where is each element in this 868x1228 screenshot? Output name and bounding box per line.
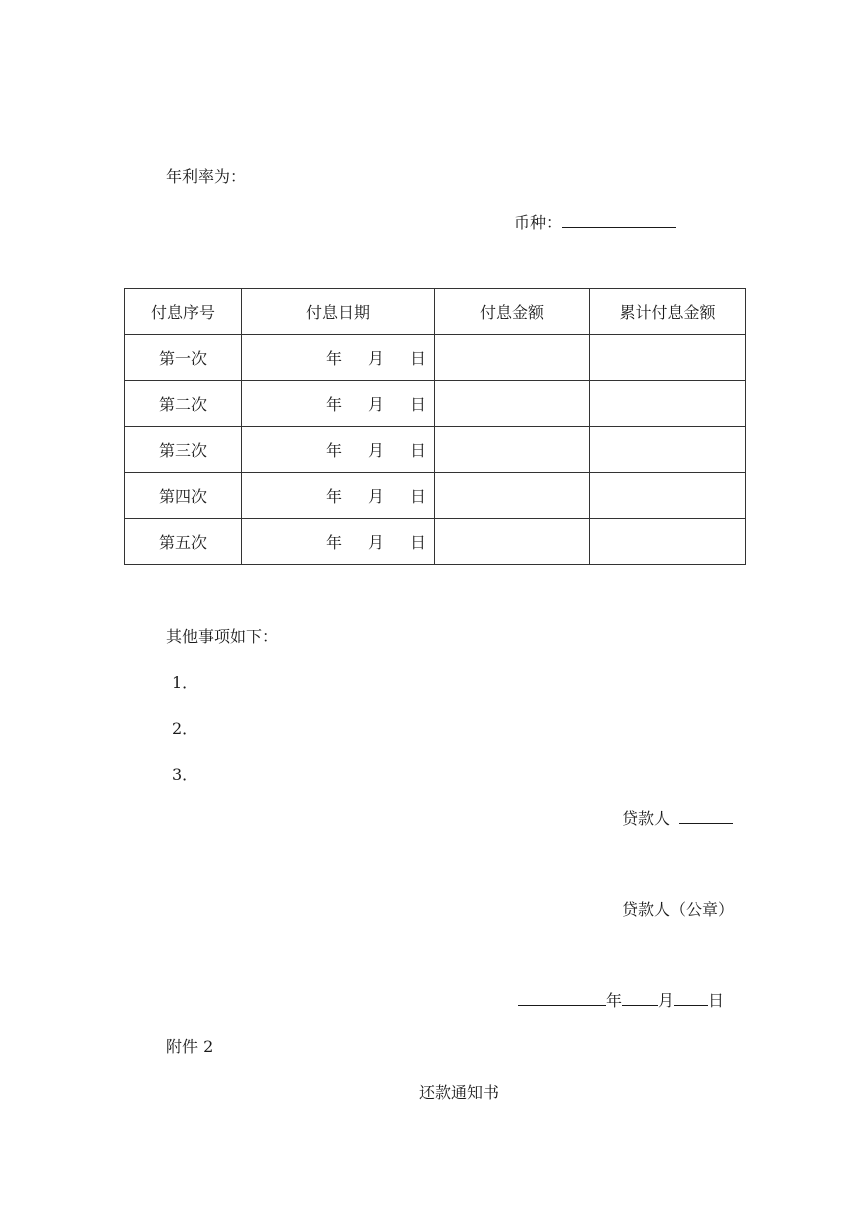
attachment-label: 附件 2 — [166, 1037, 214, 1056]
table-row — [125, 473, 746, 519]
year-label: 年 — [325, 441, 342, 460]
month-label: 月 — [367, 441, 384, 460]
header-cumulative: 累计付息金额 — [590, 289, 746, 335]
month-label: 月 — [367, 395, 384, 414]
currency-label: 币种： — [514, 213, 563, 232]
notice-title: 还款通知书 — [419, 1083, 500, 1102]
table-row — [125, 519, 746, 565]
header-seq: 付息序号 — [125, 289, 242, 335]
lender-line — [622, 806, 733, 829]
day-label: 日 — [409, 349, 426, 368]
lender-seal-label: 贷款人（公章） — [622, 900, 735, 919]
day-label: 日 — [409, 533, 426, 552]
table-row — [125, 335, 746, 381]
row-cumulative[interactable] — [590, 473, 746, 519]
currency-blank[interactable] — [562, 212, 676, 228]
other-matters-label: 其他事项如下： — [166, 627, 279, 646]
row-amount[interactable] — [435, 381, 590, 427]
date-day-label: 日 — [708, 991, 725, 1010]
list-item: 3． — [172, 765, 199, 784]
day-label: 日 — [409, 487, 426, 506]
lender-label: 贷款人 — [622, 809, 671, 828]
row-cumulative[interactable] — [590, 335, 746, 381]
lender-signature-blank[interactable] — [679, 808, 733, 824]
month-label: 月 — [367, 533, 384, 552]
row-cumulative[interactable] — [590, 519, 746, 565]
row-date[interactable] — [242, 473, 435, 519]
row-date[interactable] — [242, 519, 435, 565]
row-cumulative[interactable] — [590, 427, 746, 473]
row-seq: 第五次 — [125, 519, 242, 565]
year-label: 年 — [325, 487, 342, 506]
date-month-blank[interactable] — [674, 990, 708, 1006]
day-label: 日 — [409, 441, 426, 460]
header-amount: 付息金额 — [435, 289, 590, 335]
row-date[interactable] — [242, 381, 435, 427]
row-date[interactable] — [242, 335, 435, 381]
row-seq: 第二次 — [125, 381, 242, 427]
row-cumulative[interactable] — [590, 381, 746, 427]
row-seq: 第一次 — [125, 335, 242, 381]
interest-payment-table — [124, 288, 746, 565]
year-label: 年 — [325, 349, 342, 368]
row-seq: 第三次 — [125, 427, 242, 473]
row-amount[interactable] — [435, 473, 590, 519]
annual-rate-label: 年利率为： — [166, 167, 247, 186]
month-label: 月 — [367, 487, 384, 506]
day-label: 日 — [409, 395, 426, 414]
date-prefix-blank[interactable] — [518, 990, 606, 1006]
row-amount[interactable] — [435, 519, 590, 565]
currency-line — [514, 210, 676, 233]
header-date: 付息日期 — [242, 289, 435, 335]
row-amount[interactable] — [435, 427, 590, 473]
row-date[interactable] — [242, 427, 435, 473]
list-item: 2． — [172, 719, 199, 738]
date-year-label: 年 — [606, 991, 623, 1010]
table-row — [125, 427, 746, 473]
row-amount[interactable] — [435, 335, 590, 381]
year-label: 年 — [325, 533, 342, 552]
row-seq: 第四次 — [125, 473, 242, 519]
list-item: 1． — [172, 673, 199, 692]
month-label: 月 — [367, 349, 384, 368]
table-header-row — [125, 289, 746, 335]
table-row — [125, 381, 746, 427]
date-month-label: 月 — [658, 991, 675, 1010]
year-label: 年 — [325, 395, 342, 414]
date-year-blank[interactable] — [622, 990, 658, 1006]
date-line — [518, 988, 724, 1011]
